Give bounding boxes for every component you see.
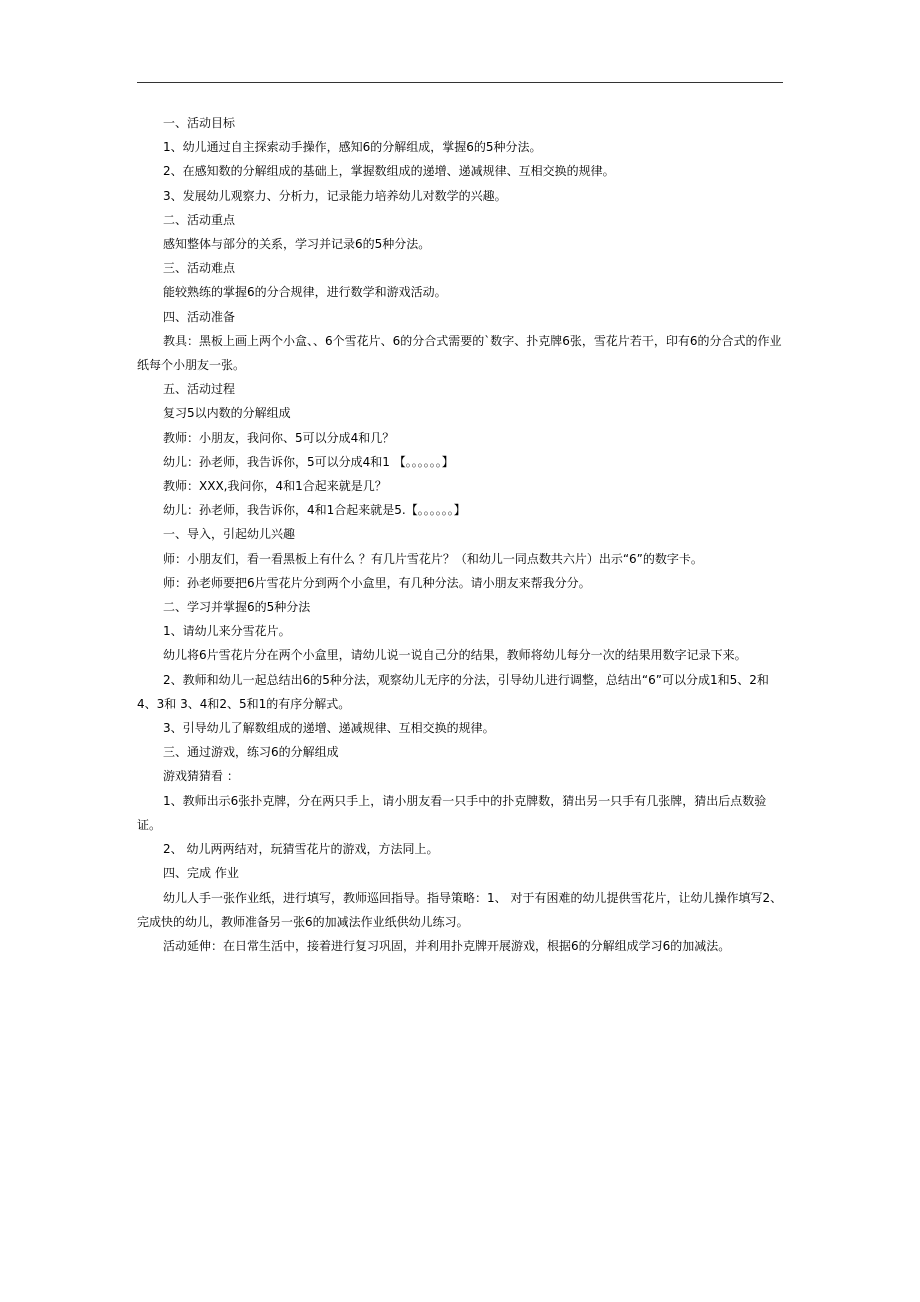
section-heading-focus: 二、活动重点 — [163, 212, 236, 227]
dialogue-line-2: 幼儿：孙老师，我告诉你，5可以分成4和1 【。。。。。。】 — [163, 454, 454, 469]
learn-item-2: 2、教师和幼儿一起总结出6的5种分法，观察幼儿无序的分法，引导幼儿进行调整，总结出“6”可以分成1和5、2和4、3和 3、4和2、5和1的有序分解式。 — [137, 672, 769, 711]
goal-item-3: 3、发展幼儿观察力、分析力，记录能力培养幼儿对数学的兴趣。 — [163, 188, 507, 203]
section-heading-preparation: 四、活动准备 — [163, 309, 236, 324]
focus-text: 感知整体与部分的关系，学习并记录6的5种分法。 — [163, 237, 431, 252]
game-title: 游戏猜猜看 ： — [163, 769, 239, 784]
goal-item-2: 2、在感知数的分解组成的基础上，掌握数组成的递增、递减规律、互相交换的规律。 — [163, 164, 615, 179]
intro-text-2: 师：孙老师要把6片雪花片分到两个小盒里，有几种分法。请小朋友来帮我分分。 — [163, 575, 591, 590]
document-body — [137, 111, 783, 958]
step-heading-homework: 四、完成 作业 — [163, 866, 239, 881]
dialogue-line-4: 幼儿：孙老师，我告诉你，4和1合起来就是5.【。。。。。。】 — [163, 503, 466, 518]
dialogue-line-3: 教师：XXX,我问你，4和1合起来就是几？ — [163, 479, 387, 494]
difficulty-text: 能较熟练的掌握6的分合规律，进行数学和游戏活动。 — [163, 285, 447, 300]
section-heading-process: 五、活动过程 — [163, 382, 236, 397]
game-item-1: 1、教师出示6张扑克牌，分在两只手上，请小朋友看一只手中的扑克牌数，猜出另一只手有几张牌，猜出后点数验证。 — [137, 793, 767, 832]
header-rule — [137, 82, 783, 83]
intro-text-1: 师：小朋友们，看一看黑板上有什么 ？有几片雪花片？（和幼儿一同点数共六片）出示“6”的数字卡。 — [163, 551, 703, 566]
learn-item-3: 3、引导幼儿了解数组成的递增、递减规律、互相交换的规律。 — [163, 721, 495, 736]
dialogue-line-1: 教师：小朋友，我问你、5可以分成4和几？ — [163, 430, 395, 445]
extension-text: 活动延伸：在日常生活中，接着进行复习巩固，并利用扑克牌开展游戏，根据6的分解组成学习6的加减法。 — [163, 938, 731, 953]
step-heading-intro: 一、导入，引起幼儿兴趣 — [163, 527, 296, 542]
section-heading-difficulty: 三、活动难点 — [163, 261, 236, 276]
preparation-text: 教具：黑板上画上两个小盒、、6个雪花片、6的分合式需要的`数字、扑克牌6张，雪花片若干，印有6的分合式的作业纸每个小朋友一张。 — [137, 333, 782, 373]
learn-item-1: 1、请幼儿来分雪花片。 — [163, 624, 291, 639]
step-heading-game: 三、通过游戏，练习6的分解组成 — [163, 745, 339, 760]
goal-item-1: 1、幼儿通过自主探索动手操作，感知6的分解组成，掌握6的5种分法。 — [163, 140, 542, 155]
section-heading-goals: 一、活动目标 — [163, 116, 236, 130]
game-item-2: 2、 幼儿两两结对，玩猜雪花片的游戏，方法同上。 — [163, 842, 439, 857]
review-heading: 复习5以内数的分解组成 — [163, 406, 291, 421]
homework-text: 幼儿人手一张作业纸，进行填写，教师巡回指导。指导策略：1、 对于有困难的幼儿提供雪花片，让幼儿操作填写2、完成快的幼儿，教师准备另一张6的加减法作业纸供幼儿练习。 — [137, 890, 783, 929]
learn-text: 幼儿将6片雪花片分在两个小盒里，请幼儿说一说自己分的结果，教师将幼儿每分一次的结果用数字记录下来。 — [163, 648, 747, 663]
step-heading-learn: 二、学习并掌握6的5种分法 — [163, 600, 311, 615]
